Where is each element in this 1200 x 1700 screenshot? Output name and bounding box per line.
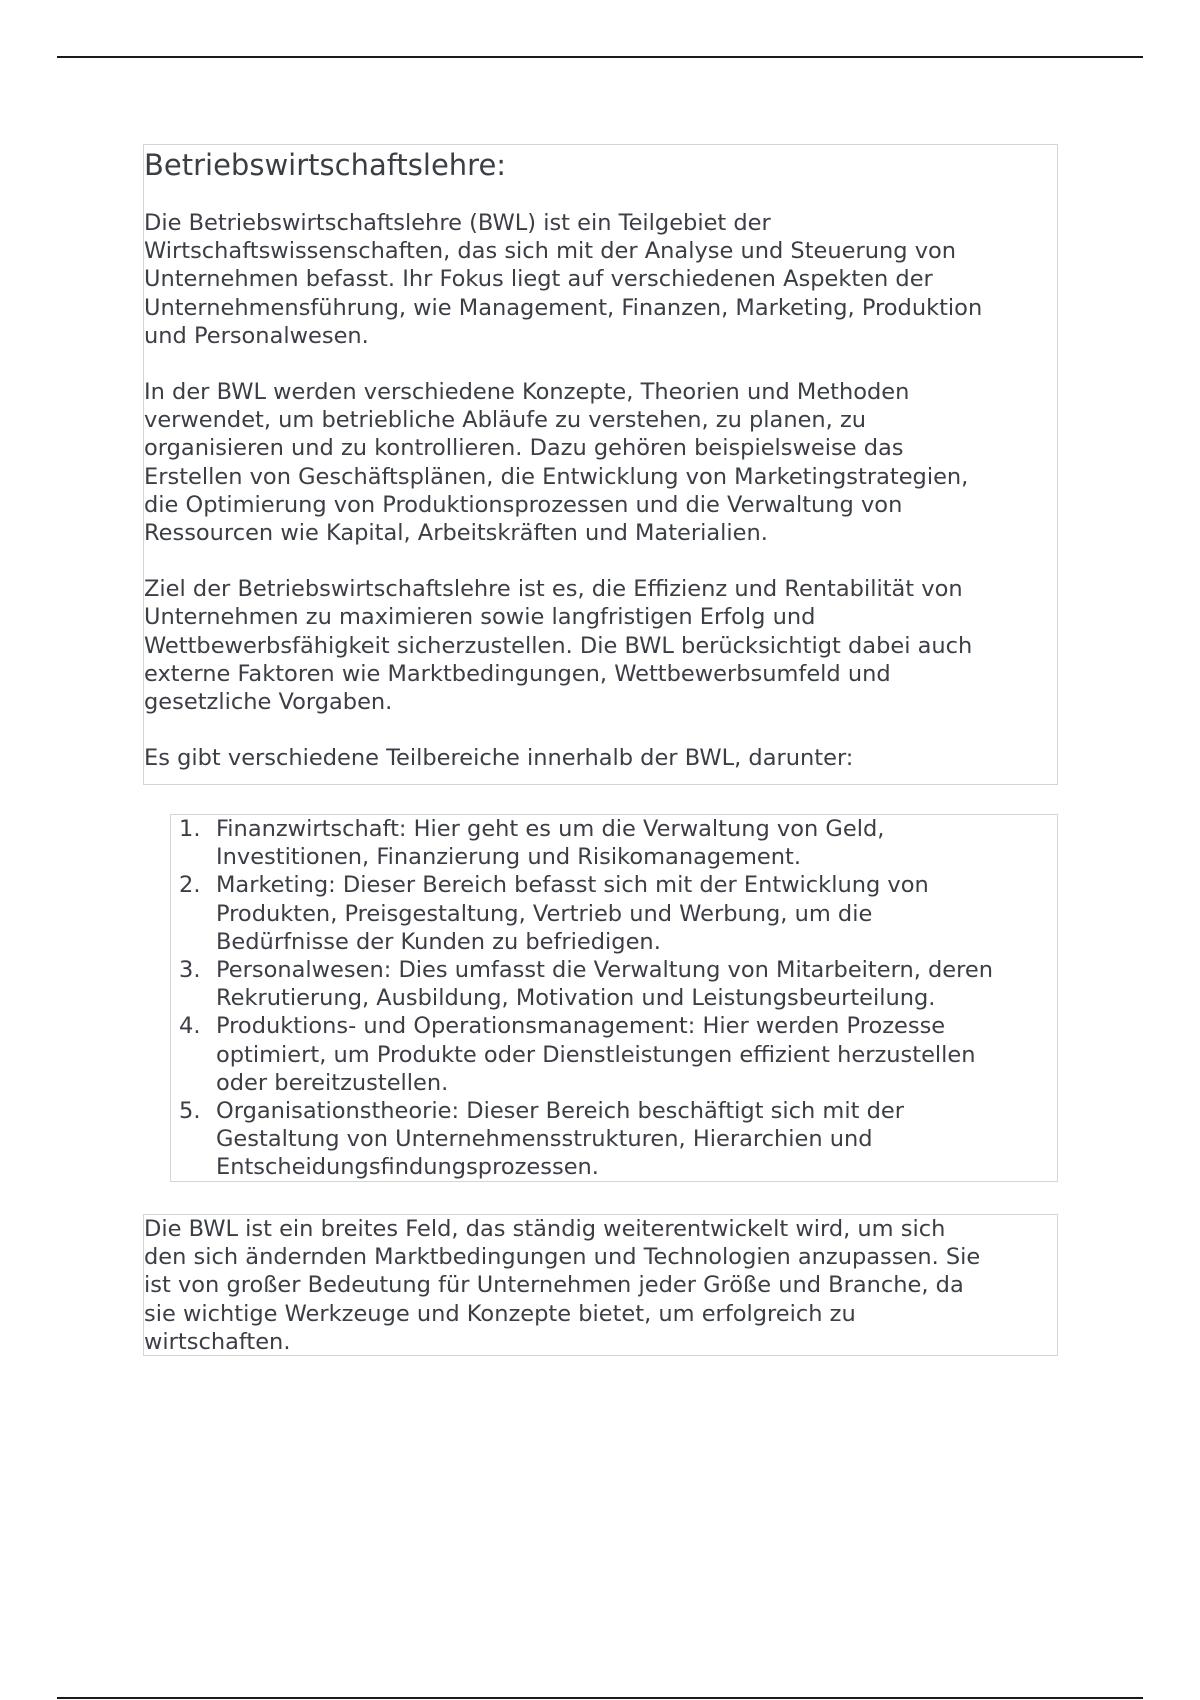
text-line: Produkten, Preisgestaltung, Vertrieb und Werbung, um die (216, 900, 873, 927)
text-line: Entscheidungsfindungsprozessen. (216, 1154, 599, 1181)
list-item (171, 1097, 1057, 1182)
text-line: Gestaltung von Unternehmensstrukturen, Hierarchien und (216, 1126, 873, 1153)
text-line: Ressourcen wie Kapital, Arbeitskräften und Materialien. (144, 520, 768, 547)
text-line: Produktions- und Operationsmanagement: Hier werden Prozesse (216, 1013, 946, 1040)
text-line: und Personalwesen. (144, 322, 369, 349)
closing-paragraph (144, 1215, 1057, 1356)
text-line: Organisationstheorie: Dieser Bereich beschäftigt sich mit der (216, 1098, 904, 1125)
intro-paragraph-1 (144, 209, 1057, 350)
list-item (171, 1012, 1057, 1097)
text-line: Unternehmen befasst. Ihr Fokus liegt auf verschiedenen Aspekten der (144, 266, 933, 293)
text-line: die Optimierung von Produktionsprozessen und die Verwaltung von (144, 491, 903, 518)
text-line: verwendet, um betriebliche Abläufe zu verstehen, zu planen, zu (144, 407, 867, 434)
intro-section (143, 144, 1058, 785)
text-line: Ziel der Betriebswirtschaftslehre ist es, die Effizienz und Rentabilität von (144, 576, 963, 603)
text-line: Bedürfnisse der Kunden zu befriedigen. (216, 928, 661, 955)
list-item (171, 871, 1057, 956)
text-line: organisieren und zu kontrollieren. Dazu gehören beispielsweise das (144, 435, 904, 462)
bottom-rule (57, 1697, 1143, 1699)
text-line: Die Betriebswirtschaftslehre (BWL) ist ein Teilgebiet der (144, 210, 771, 236)
text-line: oder bereitzustellen. (216, 1069, 449, 1096)
top-rule (57, 56, 1143, 58)
list-item-number: 5. (179, 1098, 201, 1125)
text-line: sie wichtige Werkzeuge und Konzepte bietet, um erfolgreich zu (144, 1300, 856, 1327)
list-item-number: 1. (179, 816, 201, 842)
text-line: Investitionen, Finanzierung und Risikomanagement. (216, 844, 802, 871)
list-item-number: 2. (179, 872, 201, 899)
text-line: Unternehmen zu maximieren sowie langfristigen Erfolg und (144, 604, 816, 631)
text-line: Erstellen von Geschäftsplänen, die Entwicklung von Marketingstrategien, (144, 463, 969, 490)
text-line: wirtschaften. (144, 1328, 291, 1355)
text-line: optimiert, um Produkte oder Dienstleistungen effizient herzustellen (216, 1041, 976, 1068)
subfields-list (171, 815, 1057, 1182)
text-line: gesetzliche Vorgaben. (144, 689, 393, 716)
text-line: Unternehmensführung, wie Management, Finanzen, Marketing, Produktion (144, 294, 983, 321)
subfields-list-section (170, 814, 1058, 1182)
text-line: ist von großer Bedeutung für Unternehmen jeder Größe und Branche, da (144, 1272, 964, 1299)
list-item-number: 4. (179, 1013, 201, 1040)
list-item-number: 3. (179, 957, 201, 984)
text-line: externe Faktoren wie Marktbedingungen, Wettbewerbsumfeld und (144, 660, 891, 687)
intro-paragraph-4 (144, 744, 1057, 772)
text-line: In der BWL werden verschiedene Konzepte, Theorien und Methoden (144, 379, 910, 406)
text-line: Es gibt verschiedene Teilbereiche innerhalb der BWL, darunter: (144, 745, 854, 772)
list-item (171, 815, 1057, 871)
text-line: Wettbewerbsfähigkeit sicherzustellen. Die BWL berücksichtigt dabei auch (144, 632, 973, 659)
text-line: Rekrutierung, Ausbildung, Motivation und Leistungsbeurteilung. (216, 985, 936, 1012)
text-line: Wirtschaftswissenschaften, das sich mit der Analyse und Steuerung von (144, 238, 957, 265)
text-line: Personalwesen: Dies umfasst die Verwaltung von Mitarbeitern, deren (216, 957, 993, 984)
page-title: Betriebswirtschaftslehre: (144, 148, 507, 182)
list-item (171, 956, 1057, 1012)
closing-section (143, 1214, 1058, 1356)
intro-paragraph-2 (144, 378, 1057, 547)
text-line: Finanzwirtschaft: Hier geht es um die Verwaltung von Geld, (216, 816, 885, 842)
text-line: Marketing: Dieser Bereich befasst sich mit der Entwicklung von (216, 872, 929, 899)
text-line: den sich ändernden Marktbedingungen und Technologien anzupassen. Sie (144, 1244, 981, 1271)
text-line: Die BWL ist ein breites Feld, das ständig weiterentwickelt wird, um sich (144, 1216, 946, 1242)
intro-paragraph-3 (144, 575, 1057, 716)
